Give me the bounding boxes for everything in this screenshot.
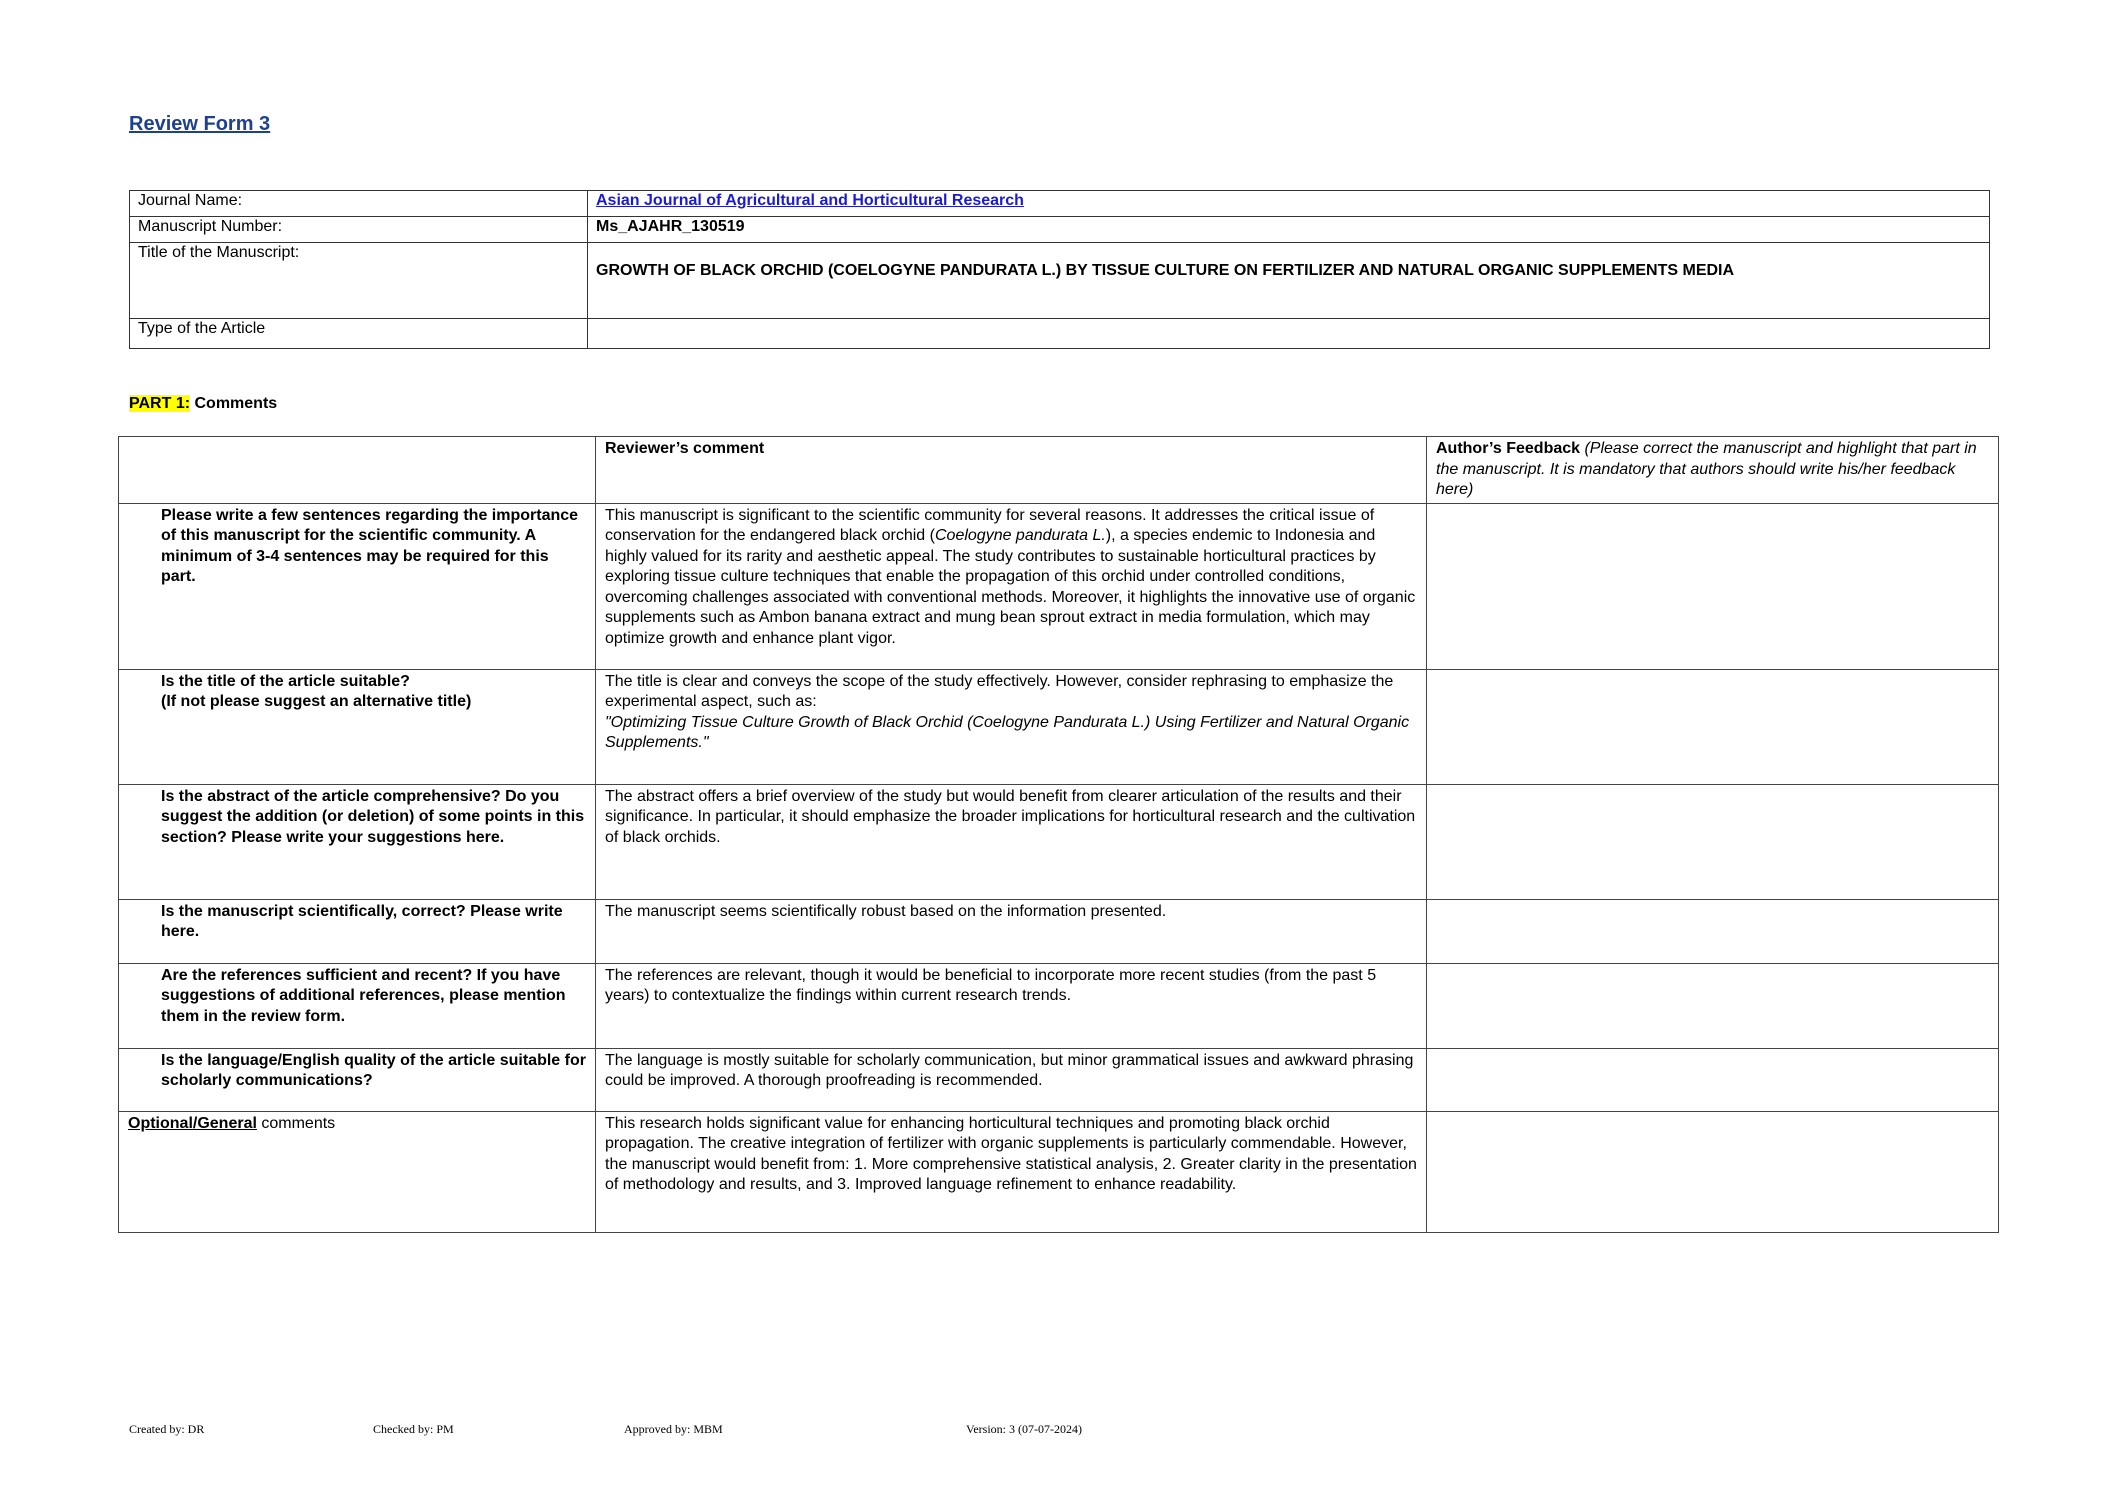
comments-header-row — [119, 437, 1999, 504]
journal-name-cell — [588, 191, 1990, 217]
footer-created-by: Created by: DR — [129, 1422, 205, 1436]
question-cell — [119, 669, 596, 784]
reviewer-comment-cell: The language is mostly suitable for scholarly communication, but minor grammatical issues and awkward phrasing could be improved. A thorough proofreading is recommended. — [596, 1048, 1427, 1111]
author-feedback-header-note: (Please correct the manuscript and highlight that part in the manuscript. It is mandatory that authors should write his/her feedback here) — [1436, 440, 1977, 498]
optional-comments-label-cell — [119, 1111, 596, 1232]
reviewer-comment-cell — [596, 669, 1427, 784]
reviewer-comment-cell: The manuscript seems scientifically robust based on the information presented. — [596, 899, 1427, 963]
header-empty-cell — [119, 437, 596, 504]
info-row-manuscript-number — [130, 217, 1990, 243]
table-row — [119, 963, 1999, 1048]
manuscript-title-value: GROWTH OF BLACK ORCHID (COELOGYNE PANDURATA L.) BY TISSUE CULTURE ON FERTILIZER AND NATURAL ORGANIC SUPPLEMENTS MEDIA — [588, 243, 1990, 319]
table-row — [119, 669, 1999, 784]
reviewer-comment-cell — [596, 503, 1427, 669]
question-cell: Are the references sufficient and recent? If you have suggestions of additional references, please mention them in the review form. — [119, 963, 596, 1048]
author-feedback-cell[interactable] — [1427, 963, 1999, 1048]
optional-general-label: Optional/General — [128, 1114, 257, 1132]
comment-species-name: Coelogyne pandurata L. — [934, 527, 1106, 544]
footer-version: Version: 3 (07-07-2024) — [966, 1422, 1082, 1436]
part1-heading-text: Comments — [190, 395, 278, 412]
suggested-title: "Optimizing Tissue Culture Growth of Black Orchid (Coelogyne Pandurata L.) Using Fertilizer and Natural Organic Supplements." — [605, 713, 1410, 751]
part1-heading — [129, 395, 277, 413]
author-feedback-cell[interactable] — [1427, 784, 1999, 899]
info-row-article-type — [130, 319, 1990, 349]
table-row-optional-comments — [119, 1111, 1999, 1232]
optional-comments-label-rest: comments — [256, 1114, 336, 1132]
article-type-value[interactable] — [588, 319, 1990, 349]
form-title[interactable]: Review Form 3 — [129, 113, 271, 135]
author-feedback-cell[interactable] — [1427, 503, 1999, 669]
comment-text: This manuscript is significant to the scientific community for several reasons. It addresses the critical issue of conservation for the endangered black orchid ( — [605, 506, 1375, 544]
author-feedback-header-bold: Author’s Feedback — [1436, 440, 1581, 457]
info-label: Journal Name: — [130, 191, 588, 217]
reviewer-comment-cell: The references are relevant, though it would be beneficial to incorporate more recent studies (from the past 5 years) to contextualize the findings within current research trends. — [596, 963, 1427, 1048]
author-feedback-cell[interactable] — [1427, 1111, 1999, 1232]
comment-text: ), a species endemic to Indonesia and highly valued for its rarity and aesthetic appeal. The study contributes to sustainable horticultural practices by exploring tissue culture techniques that enable the propagation of this orchid under controlled conditions, overcoming challenges associated with conventional methods. Moreover, it highlights the innovative use of organic supplements such as Ambon banana extract and mung bean sprout extract in media formulation, which may optimize growth and enhance plant vigor. — [605, 527, 1416, 647]
info-row-journal — [130, 191, 1990, 217]
table-row — [119, 784, 1999, 899]
question-cell: Please write a few sentences regarding the importance of this manuscript for the scientific community. A minimum of 3-4 sentences may be required for this part. — [119, 503, 596, 669]
author-feedback-cell[interactable] — [1427, 899, 1999, 963]
comments-table — [118, 436, 1999, 1233]
question-cell: Is the manuscript scientifically, correct? Please write here. — [119, 899, 596, 963]
manuscript-number-value: Ms_AJAHR_130519 — [588, 217, 1990, 243]
author-feedback-cell[interactable] — [1427, 1048, 1999, 1111]
question-line: Is the title of the article suitable? — [161, 672, 410, 690]
reviewer-comment-cell: This research holds significant value for enhancing horticultural techniques and promoting black orchid propagation. The creative integration of fertilizer with organic supplements is particularly commendable. However, the manuscript would benefit from: 1. More comprehensive statistical analysis, 2. Greater clarity in the presentation of methodology and results, and 3. Improved language refinement to enhance readability. — [596, 1111, 1427, 1232]
question-cell: Is the abstract of the article comprehensive? Do you suggest the addition (or deletion) of some points in this section? Please write your suggestions here. — [119, 784, 596, 899]
reviewer-comment-cell: The abstract offers a brief overview of the study but would benefit from clearer articulation of the results and their significance. In particular, it should emphasize the broader implications for horticultural research and the cultivation of black orchids. — [596, 784, 1427, 899]
footer-approved-by: Approved by: MBM — [624, 1422, 723, 1436]
question-line: (If not please suggest an alternative title) — [161, 693, 472, 710]
comment-text: The title is clear and conveys the scope of the study effectively. However, consider rephrasing to emphasize the experimental aspect, such as: — [605, 672, 1394, 710]
reviewer-comment-header: Reviewer’s comment — [596, 437, 1427, 504]
info-label: Manuscript Number: — [130, 217, 588, 243]
part1-highlight: PART 1: — [129, 395, 191, 412]
table-row — [119, 1048, 1999, 1111]
footer-checked-by: Checked by: PM — [373, 1422, 454, 1436]
manuscript-info-table — [129, 190, 1990, 349]
question-cell: Is the language/English quality of the article suitable for scholarly communications? — [119, 1048, 596, 1111]
author-feedback-header — [1427, 437, 1999, 504]
table-row — [119, 899, 1999, 963]
info-label: Title of the Manuscript: — [130, 243, 588, 319]
journal-name-link[interactable]: Asian Journal of Agricultural and Horticultural Research — [596, 192, 1024, 209]
table-row — [119, 503, 1999, 669]
info-row-title — [130, 243, 1990, 319]
info-label: Type of the Article — [130, 319, 588, 349]
author-feedback-cell[interactable] — [1427, 669, 1999, 784]
